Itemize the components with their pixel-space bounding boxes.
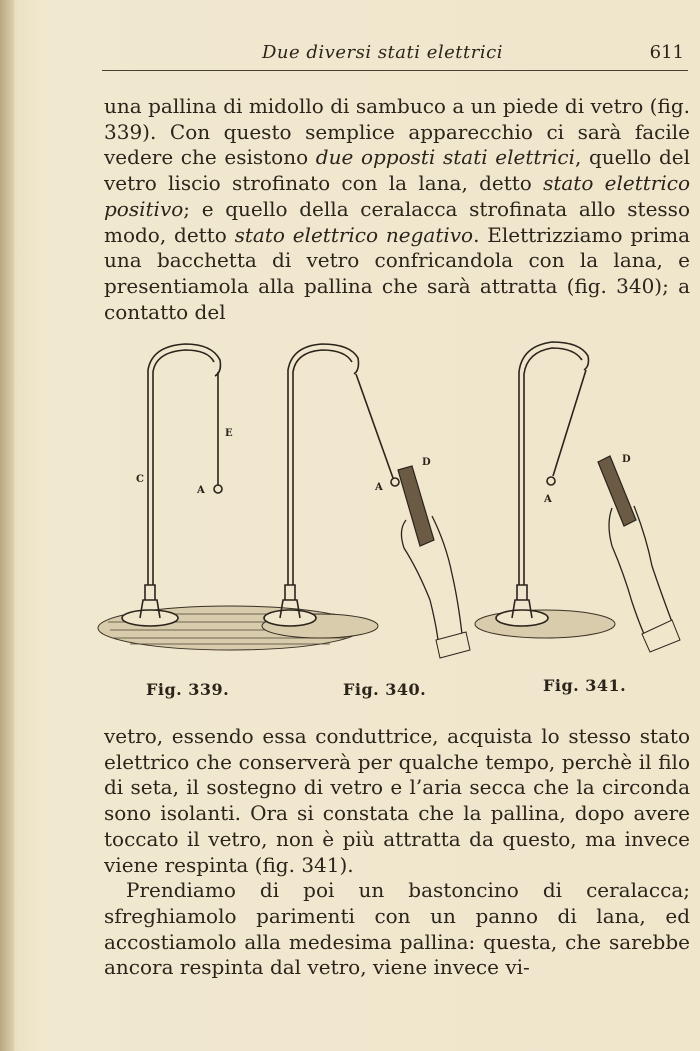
- italic-term: due opposti stati elettrici: [315, 145, 575, 170]
- page-number: 611: [649, 42, 684, 63]
- figure-340-caption: Fig. 340.: [343, 680, 427, 699]
- fig339-label-e: E: [225, 428, 233, 439]
- text-run: una pallina di midollo di sambuco a un piede di vetro (fig. 339). Con questo semplice apparecchio ci sarà facile vedere che esistono: [104, 94, 690, 170]
- fig340-apparatus: [262, 344, 470, 658]
- fig339-label-a: A: [197, 485, 205, 496]
- page-gutter: [0, 0, 14, 1051]
- figure-339-caption: Fig. 339.: [146, 680, 230, 699]
- text-run: ; e quello della ceralacca strofinata allo stesso modo, detto: [104, 196, 690, 247]
- text-run: . Elettrizziamo prima una bacchetta di vetro confricandola con la lana, e presentiamola alla pallina che sarà attratta (fig. 340); a contatto del: [104, 222, 690, 324]
- fig341-label-a: A: [544, 494, 552, 505]
- paragraph-top-text: [104, 94, 690, 325]
- paragraph-bottom-text: vetro, essendo essa conduttrice, acquista lo stesso stato elettrico che conserverà per qualche tempo, perchè il filo di seta, il sostegno di vetro e l’aria secca che la circonda sono isolanti. Ora si constata che la pallina, dopo avere toccato il vetro, non è più attratta da questo, ma invece viene respinta (fig. 341).: [104, 724, 690, 877]
- page-header: [102, 40, 688, 71]
- paragraph-top: [104, 94, 690, 325]
- fig341-label-d: D: [622, 454, 631, 465]
- fig341-apparatus: [475, 342, 680, 652]
- fig339-label-c: C: [136, 474, 144, 485]
- italic-term: stato elettrico negativo: [234, 222, 474, 247]
- fig340-label-d: D: [422, 457, 431, 468]
- figure-illustration: [90, 330, 700, 700]
- fig339-apparatus: [98, 344, 362, 650]
- paragraph-next-text: Prendiamo di poi un bastoncino di ceralacca; sfreghiamolo parimenti con un panno di lana, ed accostiamolo alla medesima pallina: questa, che sarebbe ancora respinta dal vetro, viene invece vi-: [104, 878, 690, 980]
- italic-term: stato elettrico positivo: [104, 171, 690, 221]
- paragraph-bottom: [104, 724, 690, 981]
- fig340-label-a: A: [375, 482, 383, 493]
- text-run: , quello del vetro liscio strofinato con la lana, detto: [104, 145, 690, 196]
- figure-341-caption: Fig. 341.: [543, 676, 627, 695]
- running-head: Due diversi stati elettrici: [262, 42, 503, 63]
